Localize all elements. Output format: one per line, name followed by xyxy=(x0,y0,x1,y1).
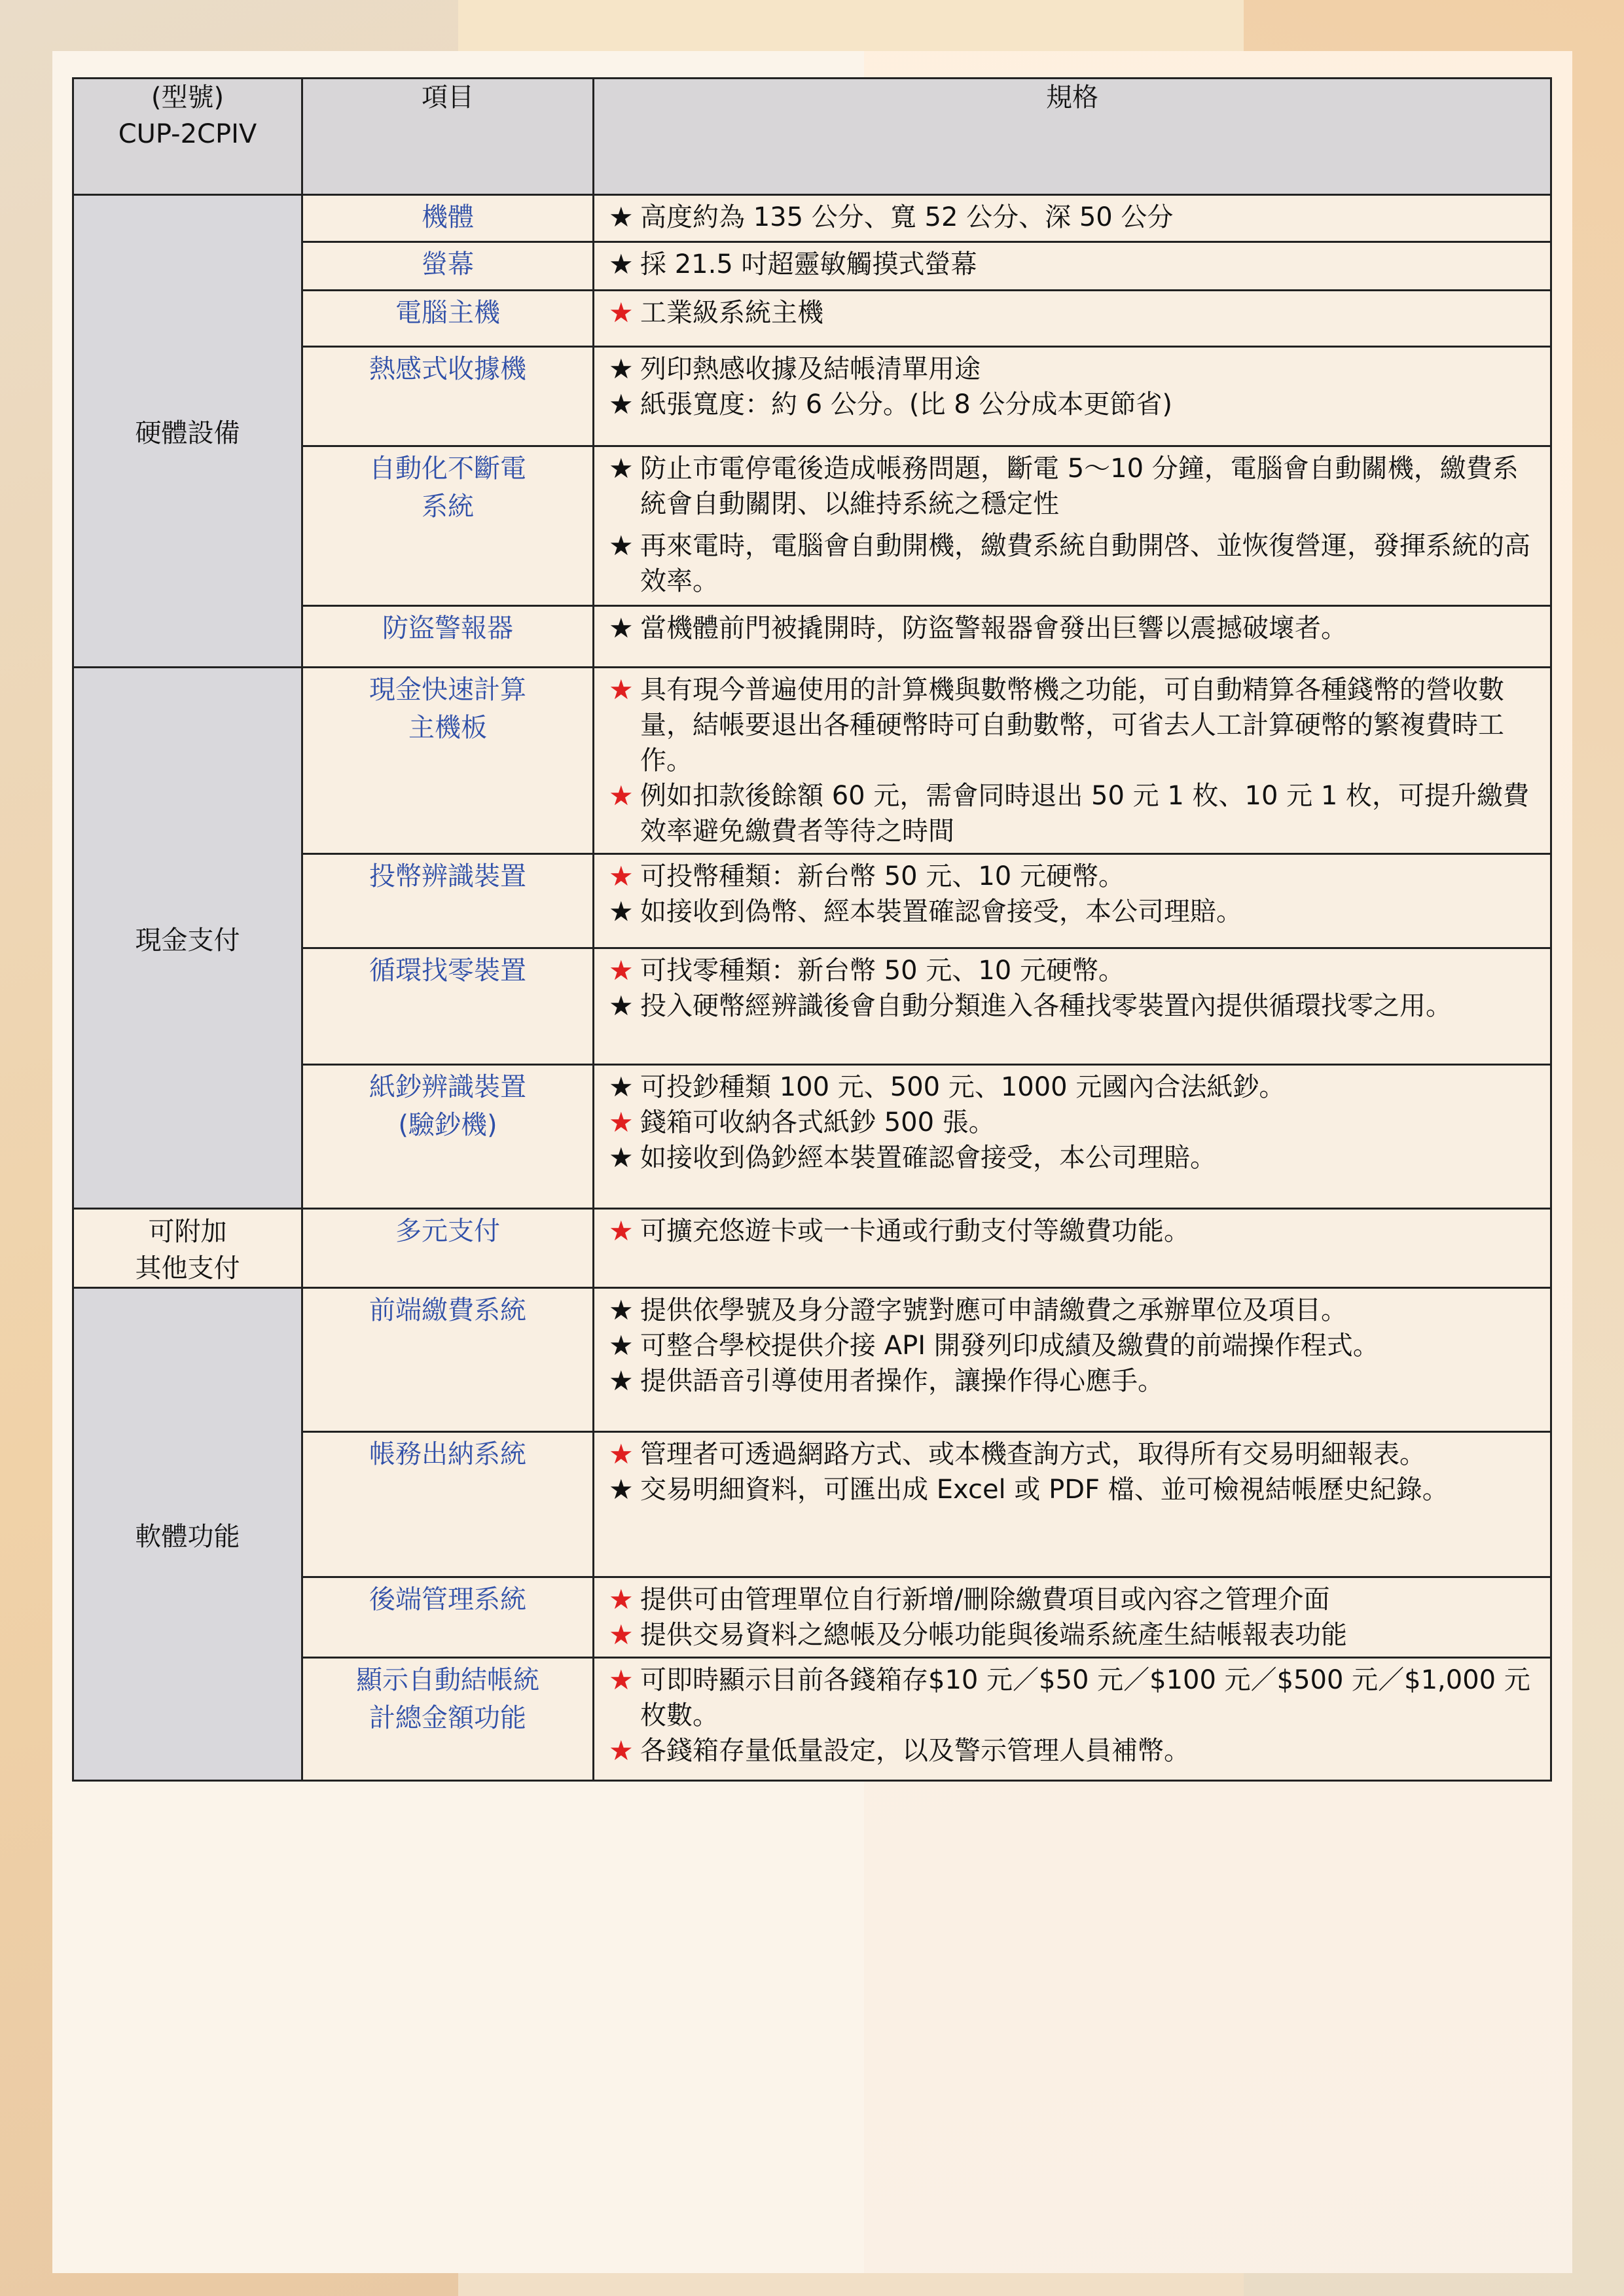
category-cell xyxy=(73,195,302,668)
spec-text: 各錢箱存量低量設定，以及警示管理人員補幣。 xyxy=(640,1736,1190,1766)
spec-line xyxy=(609,1662,1537,1733)
item-cell xyxy=(302,606,594,668)
item-cell xyxy=(302,1209,594,1288)
item-cell xyxy=(302,1288,594,1432)
spec-text: 例如扣款後餘額 60 元，需會同時退出 50 元 1 枚、10 元 1 枚，可提升繳費效率避免繳費者等待之時間 xyxy=(640,781,1530,846)
item-cell xyxy=(302,291,594,347)
spec-text: 可投幣種類：新台幣 50 元、10 元硬幣。 xyxy=(640,861,1125,891)
category-label: 現金支付 xyxy=(135,925,240,956)
spec-text: 提供交易資料之總帳及分帳功能與後端系統產生結帳報表功能 xyxy=(640,1620,1347,1650)
item-label: 投幣辨識裝置 xyxy=(369,861,526,891)
red-star-icon: ★ xyxy=(609,1583,634,1615)
spec-header: 規格 xyxy=(594,79,1551,195)
spec-cell xyxy=(594,1209,1551,1288)
spec-line xyxy=(609,859,1537,894)
spec-cell xyxy=(594,1288,1551,1432)
black-star-icon: ★ xyxy=(609,990,634,1022)
item-label: 帳務出納系統 xyxy=(369,1439,526,1469)
item-label: 系統 xyxy=(422,492,474,522)
table-row xyxy=(73,1288,1551,1432)
table-header-row xyxy=(73,79,1551,195)
red-star-icon: ★ xyxy=(609,673,634,706)
table-row xyxy=(73,195,1551,242)
item-cell xyxy=(302,948,594,1065)
item-label: 計總金額功能 xyxy=(369,1703,526,1733)
spec-cell xyxy=(594,948,1551,1065)
spec-line xyxy=(609,1140,1537,1175)
spec-sheet xyxy=(52,51,1572,2273)
spec-cell xyxy=(594,291,1551,347)
item-cell xyxy=(302,1065,594,1209)
spec-text: 具有現今普遍使用的計算機與數幣機之功能，可自動精算各種錢幣的營收數量，結帳要退出各種硬幣時可自動數幣，可省去人工計算硬幣的繁複費時工作。 xyxy=(640,675,1504,776)
item-cell xyxy=(302,446,594,606)
spec-text: 可擴充悠遊卡或一卡通或行動支付等繳費功能。 xyxy=(640,1216,1190,1246)
black-star-icon: ★ xyxy=(609,1365,634,1397)
red-star-icon: ★ xyxy=(609,780,634,812)
spec-cell xyxy=(594,446,1551,606)
spec-line xyxy=(609,988,1537,1024)
black-star-icon: ★ xyxy=(609,1294,634,1326)
spec-text: 可投鈔種類 100 元、500 元、1000 元國內合法紙鈔。 xyxy=(640,1072,1286,1102)
red-star-icon: ★ xyxy=(609,1619,634,1651)
spec-line xyxy=(609,451,1537,522)
item-label: 熱感式收據機 xyxy=(369,354,526,384)
spec-line xyxy=(609,894,1537,929)
black-star-icon: ★ xyxy=(609,895,634,927)
spec-line xyxy=(609,1472,1537,1507)
black-star-icon: ★ xyxy=(609,1473,634,1505)
spec-text: 再來電時，電腦會自動開機，繳費系統自動開啓、並恢復營運，發揮系統的高效率。 xyxy=(640,531,1530,596)
black-star-icon: ★ xyxy=(609,1329,634,1361)
category-cell xyxy=(73,1288,302,1781)
spec-text: 當機體前門被撬開時，防盜警報器會發出巨響以震撼破壞者。 xyxy=(640,613,1347,643)
spec-line xyxy=(609,351,1537,387)
spec-line xyxy=(609,953,1537,988)
item-cell xyxy=(302,347,594,446)
spec-text: 採 21.5 吋超靈敏觸摸式螢幕 xyxy=(640,249,977,279)
item-label: 電腦主機 xyxy=(395,298,500,328)
spec-text: 可整合學校提供介接 API 開發列印成績及繳費的前端操作程式。 xyxy=(640,1331,1379,1361)
red-star-icon: ★ xyxy=(609,1106,634,1138)
item-cell xyxy=(302,1432,594,1577)
spec-cell xyxy=(594,242,1551,291)
spec-line xyxy=(609,1617,1537,1653)
spec-line xyxy=(609,247,1537,282)
spec-line xyxy=(609,1293,1537,1328)
red-star-icon: ★ xyxy=(609,954,634,986)
item-label: (驗鈔機) xyxy=(398,1110,497,1140)
item-label: 後端管理系統 xyxy=(369,1585,526,1615)
spec-text: 紙張寬度：約 6 公分。(比 8 公分成本更節省) xyxy=(640,389,1172,420)
item-label: 顯示自動結帳統 xyxy=(356,1665,539,1695)
table-row xyxy=(73,1209,1551,1288)
spec-table xyxy=(72,77,1552,1782)
spec-cell xyxy=(594,195,1551,242)
spec-line xyxy=(609,1582,1537,1617)
spec-text: 提供語音引導使用者操作，讓操作得心應手。 xyxy=(640,1366,1164,1396)
spec-line xyxy=(609,1733,1537,1768)
item-cell xyxy=(302,1577,594,1658)
model-header xyxy=(73,79,302,195)
spec-text: 提供依學號及身分證字號對應可申請繳費之承辦單位及項目。 xyxy=(640,1295,1347,1325)
model-code: CUP-2CPIV xyxy=(118,119,257,149)
spec-text: 交易明細資料，可匯出成 Excel 或 PDF 檔、並可檢視結帳歷史紀錄。 xyxy=(640,1475,1449,1505)
model-label: (型號) xyxy=(151,82,225,113)
spec-line xyxy=(609,200,1537,235)
spec-cell xyxy=(594,347,1551,446)
spec-text: 工業級系統主機 xyxy=(640,298,823,328)
red-star-icon: ★ xyxy=(609,1215,634,1247)
spec-text: 可找零種類：新台幣 50 元、10 元硬幣。 xyxy=(640,956,1125,986)
item-label: 防盜警報器 xyxy=(382,613,513,643)
item-label: 機體 xyxy=(422,202,474,232)
item-label: 多元支付 xyxy=(395,1216,500,1246)
spec-line xyxy=(609,1328,1537,1363)
spec-line xyxy=(609,1363,1537,1399)
red-star-icon: ★ xyxy=(609,860,634,892)
black-star-icon: ★ xyxy=(609,452,634,484)
item-label: 現金快速計算 xyxy=(369,675,526,705)
item-header: 項目 xyxy=(302,79,594,195)
spec-cell xyxy=(594,1432,1551,1577)
item-cell xyxy=(302,242,594,291)
spec-line xyxy=(609,1069,1537,1105)
black-star-icon: ★ xyxy=(609,1071,634,1103)
item-cell xyxy=(302,854,594,948)
spec-text: 如接收到偽鈔經本裝置確認會接受，本公司理賠。 xyxy=(640,1143,1216,1173)
black-star-icon: ★ xyxy=(609,612,634,644)
red-star-icon: ★ xyxy=(609,1438,634,1470)
spec-text: 列印熱感收據及結帳清單用途 xyxy=(640,354,981,384)
black-star-icon: ★ xyxy=(609,353,634,385)
item-cell xyxy=(302,1658,594,1781)
spec-line xyxy=(609,778,1537,849)
spec-cell xyxy=(594,1658,1551,1781)
spec-text: 提供可由管理單位自行新增/刪除繳費項目或內容之管理介面 xyxy=(640,1585,1330,1615)
category-label: 軟體功能 xyxy=(135,1521,240,1552)
item-cell xyxy=(302,195,594,242)
spec-text: 錢箱可收納各式紙鈔 500 張。 xyxy=(640,1107,995,1138)
category-cell xyxy=(73,668,302,1209)
spec-text: 投入硬幣經辨識後會自動分類進入各種找零裝置內提供循環找零之用。 xyxy=(640,991,1452,1021)
table-row xyxy=(73,668,1551,854)
spec-line xyxy=(609,1213,1537,1249)
item-label: 主機板 xyxy=(408,713,487,743)
red-star-icon: ★ xyxy=(609,296,634,329)
spec-line xyxy=(609,528,1537,599)
category-cell xyxy=(73,1209,302,1288)
spec-line xyxy=(609,387,1537,422)
black-star-icon: ★ xyxy=(609,529,634,562)
item-cell xyxy=(302,668,594,854)
category-label: 可附加 xyxy=(148,1217,227,1247)
category-label: 其他支付 xyxy=(135,1253,240,1283)
category-label: 硬體設備 xyxy=(135,418,240,448)
spec-line xyxy=(609,1437,1537,1472)
item-label: 前端繳費系統 xyxy=(369,1295,526,1325)
spec-cell xyxy=(594,1577,1551,1658)
item-label: 螢幕 xyxy=(422,249,474,279)
spec-text: 如接收到偽幣、經本裝置確認會接受，本公司理賠。 xyxy=(640,897,1242,927)
spec-text: 高度約為 135 公分、寬 52 公分、深 50 公分 xyxy=(640,202,1174,232)
black-star-icon: ★ xyxy=(609,248,634,280)
black-star-icon: ★ xyxy=(609,388,634,420)
spec-cell xyxy=(594,606,1551,668)
spec-line xyxy=(609,295,1537,331)
spec-line xyxy=(609,611,1537,646)
spec-text: 管理者可透過網路方式、或本機查詢方式，取得所有交易明細報表。 xyxy=(640,1439,1426,1469)
spec-line xyxy=(609,672,1537,778)
black-star-icon: ★ xyxy=(609,201,634,233)
item-label: 自動化不斷電 xyxy=(369,454,526,484)
spec-text: 防止市電停電後造成帳務問題，斷電 5～10 分鐘，電腦會自動關機，繳費系統會自動關閉、以維持系統之穩定性 xyxy=(640,454,1519,519)
item-label: 循環找零裝置 xyxy=(369,956,526,986)
spec-cell xyxy=(594,1065,1551,1209)
spec-line xyxy=(609,1105,1537,1140)
black-star-icon: ★ xyxy=(609,1141,634,1174)
red-star-icon: ★ xyxy=(609,1664,634,1696)
table-body xyxy=(73,195,1551,1781)
spec-text: 可即時顯示目前各錢箱存$10 元／$50 元／$100 元／$500 元／$1,000 元枚數。 xyxy=(640,1665,1530,1731)
item-label: 紙鈔辨識裝置 xyxy=(369,1072,526,1102)
spec-cell xyxy=(594,668,1551,854)
spec-cell xyxy=(594,854,1551,948)
red-star-icon: ★ xyxy=(609,1734,634,1767)
